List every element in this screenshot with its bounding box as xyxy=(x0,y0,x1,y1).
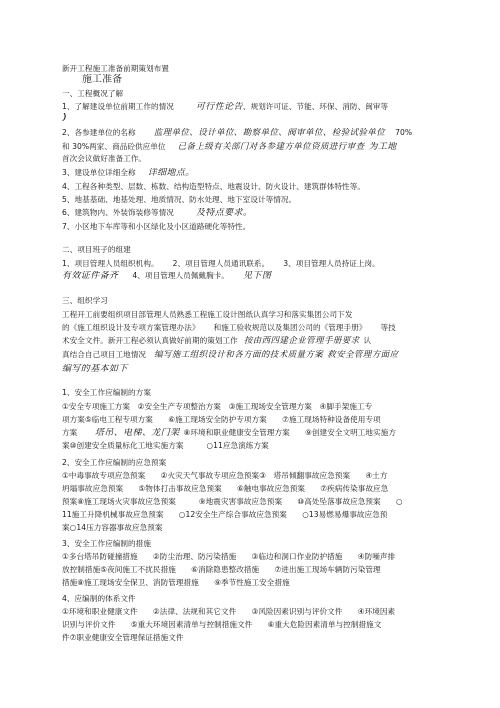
text-line: 措施⑧施工现场安全保卫、消防管理措施 ⑨季节性施工安全措施 xyxy=(62,578,290,587)
text-line: 和 30%两家、商品砼供应单位 已备上级有关部门对各参建方单位资质进行审查 为工地 xyxy=(62,142,397,152)
text-line: 3、建设单位详细全称 详细地点。 xyxy=(62,168,195,178)
subheading: 4、应编制的体系文件 xyxy=(62,594,136,603)
handwritten-note: 编写的基本如下 xyxy=(62,364,128,374)
subheading: 3、安全工作应编制的措施 xyxy=(62,539,151,548)
text-line: ①中毒事故专项应急预案 ②火灾天气事故专项应急预案③ 塔吊倾翻事故应急预案 ④土方 xyxy=(62,471,388,480)
text-line: 坍塌事故应急预案 ⑤物体打击事故应急预案 ⑥触电事故应急预案 ⑦疾病传染事故应急 xyxy=(62,484,389,493)
text-line: 件⑦职业健康安全管理保证措施文件 xyxy=(62,633,184,642)
handwritten-note: ） xyxy=(62,113,73,123)
text-line: 5、地基基础、地基处理、地质情况、防水处理、地下室设计等情况。 xyxy=(62,195,297,204)
text-line: 案⑩创建安全质量标化工地实施方案 ○11应急演练方案 xyxy=(62,441,269,450)
text-line: 工程开工前要组织项目部管理人员熟悉工程施工设计图纸认真学习和落实集团公司下发 xyxy=(62,310,353,319)
text-line: 1、项目管理人员组织机构。 2、项目管理人员通讯联系。 3、项目管理人员持证上岗。 xyxy=(62,259,380,268)
text-line: 1、了解建设单位前期工作的情况 可行性论告、规划许可证、节能、环保、消防、闽审等 xyxy=(62,102,389,112)
text-line: 11施工升降机械事故应急预案 ○12安全生产综合事故应急预案 ○13易燃易爆事故应急预 xyxy=(62,510,388,519)
subheading: 2、安全工作应编制的应急预案 xyxy=(62,458,167,467)
text-line: 项方案⑤临电工程专项方案 ⑥施工现场安全防护专项方案 ⑦施工现场特种设备使用专项 xyxy=(62,415,381,424)
text-line: 放控制措施⑤夜间施工不扰民措施 ⑥消除隐患整改措施 ⑦进出施工现场车辆防污染管理 xyxy=(62,565,381,574)
text-line: 识别与评价文件 ⑤重大环境因素清单与控制措施文件 ⑥重大危险因素清单与控制措施文 xyxy=(62,620,382,629)
section-heading: 施工准备 xyxy=(82,74,123,85)
text-line: 有效证件备齐 4、项目管理人员佩戴胸卡。 见下图 xyxy=(62,271,272,281)
heading-2: 二、项目班子的组建 xyxy=(62,245,131,254)
heading-1: 一、工程概况了解 xyxy=(62,89,124,98)
text-line: 4、工程各种类型、层数、栋数、结构造型特点、地震设计、防火设计、建筑群体特性等。 xyxy=(62,182,365,191)
text-line: ①环境和职业健康文件 ②法律、法规和其它文件 ③风险因素识别与评价文件 ④环境因素 xyxy=(62,607,396,616)
text-line: ①多台塔吊防碰撞措施 ②防尘治理、防污染措施 ③临边和洞口作业防护措施 ④防噪声排 xyxy=(62,552,396,561)
text-line: 方案 塔吊、电梯、龙门架 ⑧环境和职业健康安全管理方案 ⑨创建安全文明工地实施方 xyxy=(62,428,396,438)
subheading: 1、安全工作应编制的方案 xyxy=(62,388,151,397)
text-line: 的《施工组织设计及专项方案管理办法》 和施工验收规范以及集团公司的《管理手册》 等技 xyxy=(62,323,396,332)
text-line: ①安全专项施工方案 ②安全生产专项整治方案 ③施工现场安全管理方案 ④脚手架施工专 xyxy=(62,402,373,411)
text-line: 案○14压力容器事故应急预案 xyxy=(62,523,163,532)
doc-title: 新开工程施工准备前期策划布置 xyxy=(62,64,170,73)
heading-3: 三、组织学习 xyxy=(62,296,108,305)
text-line: 6、建筑物内、外装饰装修等情况 及特点要求。 xyxy=(62,208,253,218)
text-line: 首次会议做好准备工作。 xyxy=(62,154,147,163)
text-line: 术安全文件。新开工程必须认真做好前期的策划工作 按由西四建企业管理手册要求 认 xyxy=(62,336,372,346)
text-line: 真结合自己项目工地情况 编写施工组织设计和各方面的技术质量方案 救安全管理方面应 xyxy=(62,350,399,360)
text-line: 7、小区地下车库等和小区绿化及小区道路硬化等特性。 xyxy=(62,222,251,231)
text-line: 2、各参建单位的名称 监理单位、设计单位、勘察单位、阀审单位、检验试验单位 70% xyxy=(62,128,413,138)
text-line: 预案⑧施工现场火灾事故应急预案 ⑨地震灾害事故应急预案 ⑩高处坠落事故应急预案 ○ xyxy=(62,497,403,506)
